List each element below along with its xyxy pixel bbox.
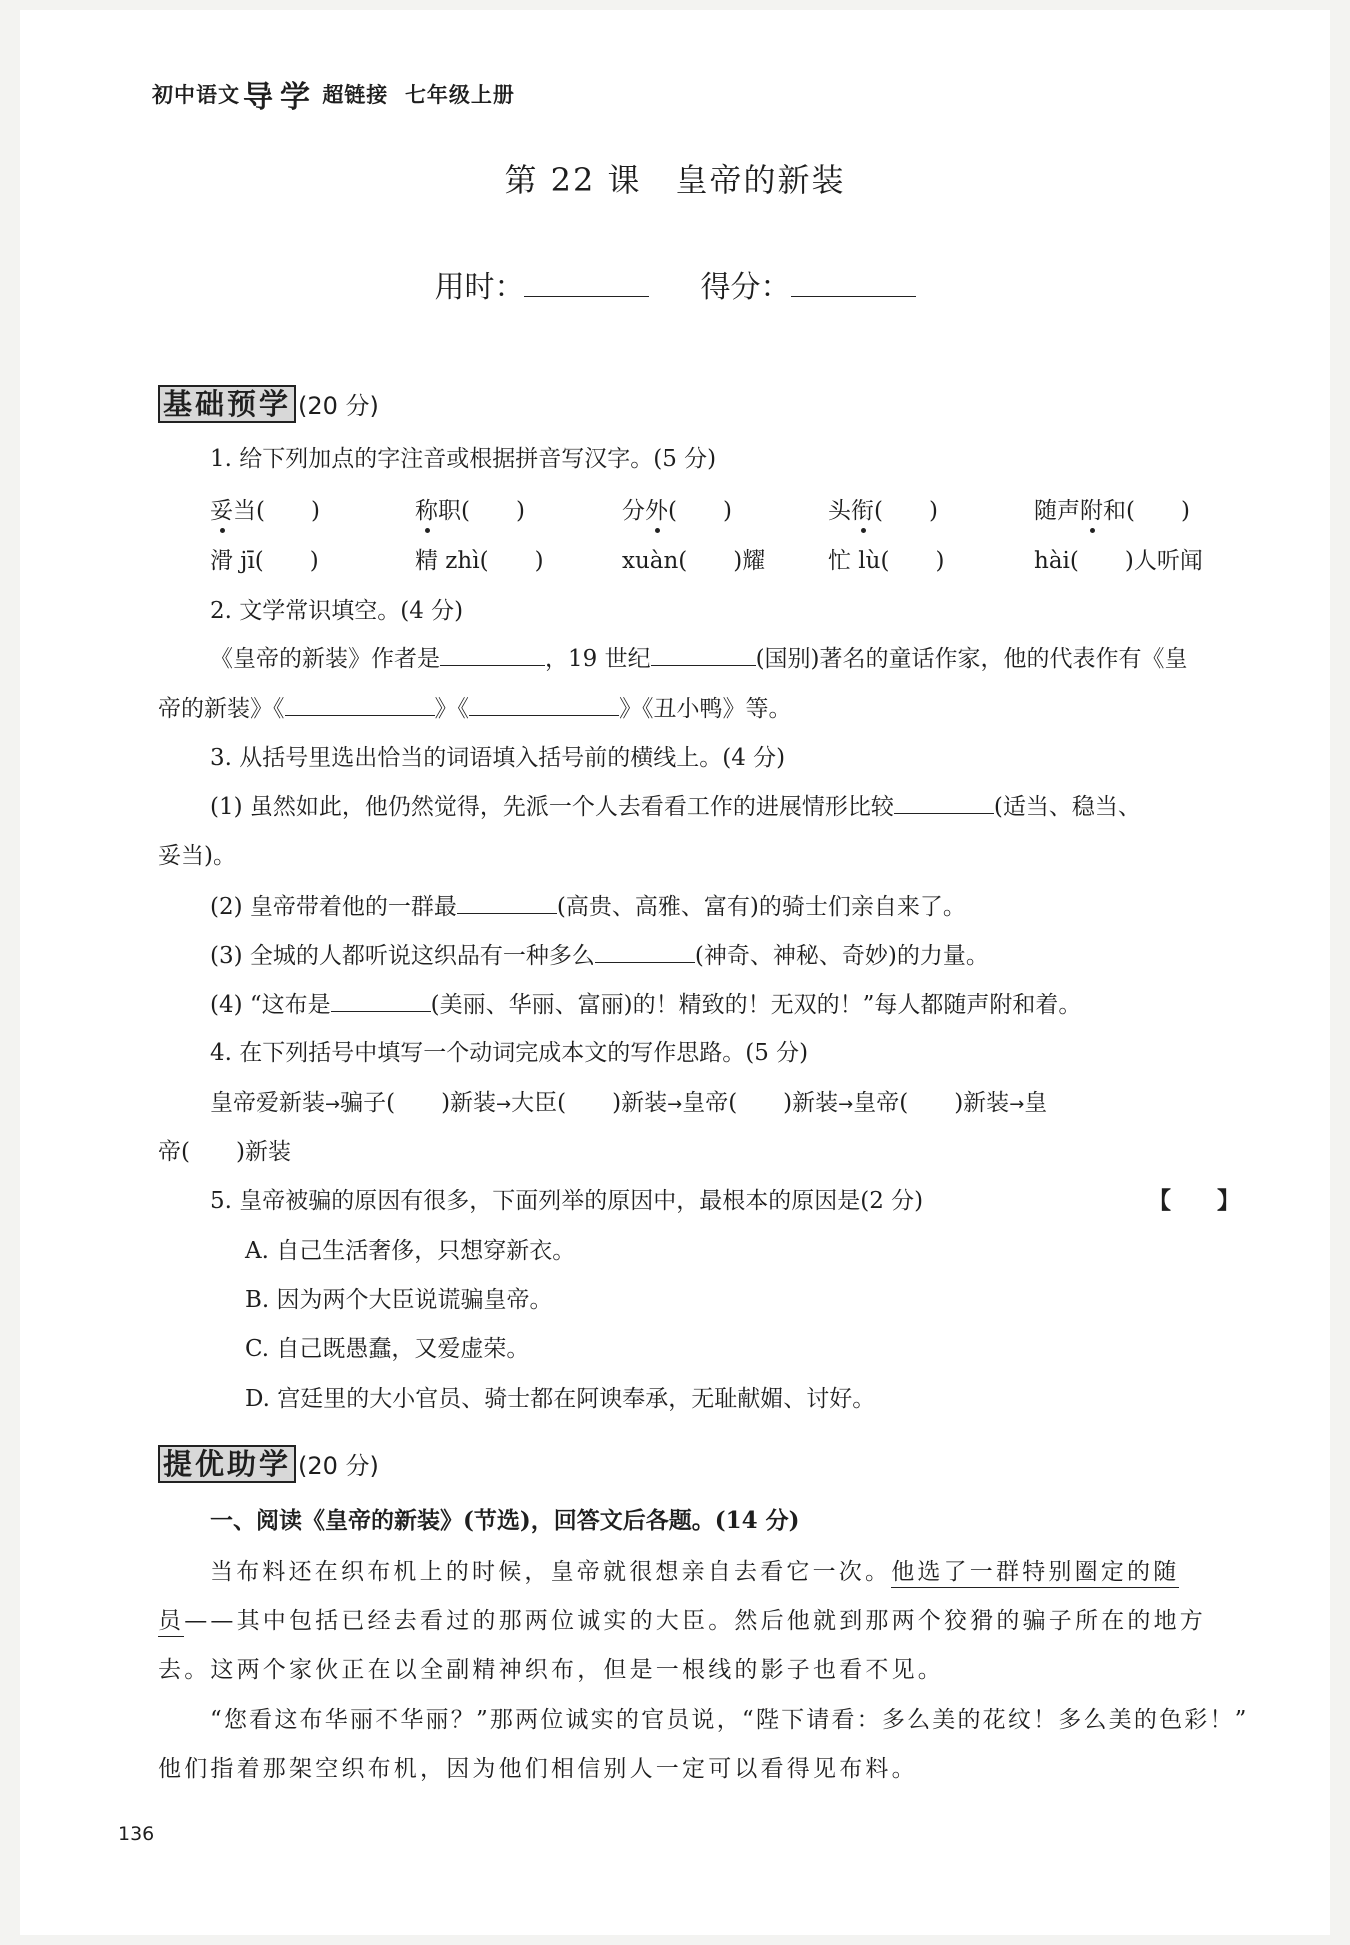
q2-blank-work-2[interactable] <box>469 692 619 716</box>
q1-item-10: hài( )人听闻 <box>1034 548 1203 574</box>
q2-stem: 2. 文学常识填空。(4 分) <box>210 598 464 624</box>
dotted-char: 妥 <box>210 498 233 524</box>
q1-item-2: 称职( ) <box>415 498 525 524</box>
dotted-char: 附 <box>1080 498 1103 524</box>
q5-option-a[interactable]: A. 自己生活奢侈，只想穿新衣。 <box>245 1238 576 1264</box>
q1-item-4: 头衔( ) <box>828 498 938 524</box>
time-label: 用时： <box>434 270 525 305</box>
header-big-xue: 学 <box>277 72 314 116</box>
reading-p1-line-2: 员——其中包括已经去看过的那两位诚实的大臣。然后他就到那两个狡猾的骗子所在的地方 <box>158 1605 1206 1637</box>
section2-title: 提优助学 <box>158 1445 296 1483</box>
q1-stem: 1. 给下列加点的字注音或根据拼音写汉字。(5 分) <box>210 446 717 472</box>
q5-option-d[interactable]: D. 宫廷里的大小官员、骑士都在阿谀奉承，无耻献媚、讨好。 <box>245 1386 876 1412</box>
arrow-right-icon: → <box>1009 1094 1025 1115</box>
header-subject: 初中语文 <box>152 83 240 107</box>
q2-blank-author[interactable] <box>440 642 545 666</box>
q3-sentence-3: (3) 全城的人都听说这织品有一种多么 (神奇、神秘、奇妙)的力量。 <box>210 939 989 972</box>
q1-item-1: 妥当( ) <box>210 498 320 524</box>
dotted-char: 衔 <box>851 498 874 524</box>
q3-sentence-2: (2) 皇帝带着他的一群最 (高贵、高雅、富有)的骑士们亲自来了。 <box>210 890 966 923</box>
arrow-right-icon: → <box>838 1094 854 1115</box>
q3-stem: 3. 从括号里选出恰当的词语填入括号前的横线上。(4 分) <box>210 745 786 771</box>
q3-sentence-1: (1) 虽然如此，他仍然觉得，先派一个人去看看工作的进展情形比较 (适当、稳当、 <box>210 790 1141 823</box>
header-grade: 七年级上册 <box>404 83 515 107</box>
q3-sentence-4: (4) “这布是 (美丽、华丽、富丽)的！精致的！无双的！”每人都随声附和着。 <box>210 988 1081 1021</box>
q2-blank-work-1[interactable] <box>285 692 435 716</box>
underlined-sentence-end: 员 <box>158 1608 184 1637</box>
arrow-right-icon: → <box>496 1094 512 1115</box>
score-label: 得分： <box>700 270 791 305</box>
q4-flow-line-1: 皇帝爱新装→骗子( )新装→大臣( )新装→皇帝( )新装→皇帝( )新装→皇 <box>210 1090 1048 1116</box>
reading-p2-line-2: 他们指着那架空织布机，因为他们相信别人一定可以看得见布料。 <box>158 1756 918 1782</box>
q5-stem: 5. 皇帝被骗的原因有很多，下面列举的原因中，最根本的原因是(2 分) <box>210 1188 924 1214</box>
section2-points: (20 分) <box>298 1452 379 1480</box>
section1-points: (20 分) <box>298 392 379 420</box>
q3-blank-3[interactable] <box>595 939 695 963</box>
reading-p1-line-3: 去。这两个家伙正在以全副精神织布，但是一根线的影子也看不见。 <box>158 1657 944 1683</box>
q3-blank-4[interactable] <box>331 988 431 1012</box>
section1-title: 基础预学 <box>158 385 296 423</box>
q1-item-6: 滑 jī( ) <box>210 548 319 574</box>
q5-option-c[interactable]: C. 自己既愚蠢，又爱虚荣。 <box>245 1336 530 1362</box>
score-blank[interactable] <box>791 266 916 297</box>
q1-item-5: 随声附和( ) <box>1034 498 1190 524</box>
reading-stem: 一、阅读《皇帝的新装》(节选)，回答文后各题。(14 分) <box>210 1507 800 1534</box>
reading-p1-line-1: 当布料还在织布机上的时候，皇帝就很想亲自去看它一次。他选了一群特别圈定的随 <box>210 1556 1179 1588</box>
arrow-right-icon: → <box>325 1094 341 1115</box>
lesson-title: 第 22 课 皇帝的新装 <box>504 161 846 199</box>
q4-stem: 4. 在下列括号中填写一个动词完成本文的写作思路。(5 分) <box>210 1040 809 1066</box>
q1-item-3: 分外( ) <box>622 498 732 524</box>
q2-line-2: 帝的新装》《 》《 》《丑小鸭》等。 <box>158 692 792 725</box>
q3-sentence-1-cont: 妥当)。 <box>158 843 236 869</box>
section-tiyou-zhuxue <box>158 1445 379 1483</box>
q2-blank-country[interactable] <box>651 642 756 666</box>
header-brand: 超链接 <box>322 83 389 107</box>
header-big-dao: 导 <box>240 72 277 116</box>
q2-line-1: 《皇帝的新装》作者是 ，19 世纪 (国别)著名的童话作家，他的代表作有《皇 <box>210 642 1188 675</box>
dotted-char: 称 <box>415 498 438 524</box>
underlined-sentence: 他选了一群特别圈定的随 <box>891 1559 1179 1588</box>
q5-answer-bracket[interactable]: 【 】 <box>1148 1188 1240 1214</box>
q1-item-8: xuàn( )耀 <box>622 548 766 574</box>
time-blank[interactable] <box>524 266 649 297</box>
section-jichu-yuxue <box>158 385 379 423</box>
page-number: 136 <box>118 1823 155 1845</box>
q5-option-b[interactable]: B. 因为两个大臣说谎骗皇帝。 <box>245 1287 553 1313</box>
arrow-right-icon: → <box>667 1094 683 1115</box>
q4-flow-line-2: 帝( )新装 <box>158 1139 291 1165</box>
q3-blank-1[interactable] <box>894 790 994 814</box>
q3-blank-2[interactable] <box>457 890 557 914</box>
time-score-line <box>0 262 1350 306</box>
q1-item-7: 精 zhì( ) <box>415 548 544 574</box>
q1-item-9: 忙 lù( ) <box>828 548 945 574</box>
dotted-char: 外 <box>645 498 668 524</box>
book-header <box>152 72 515 116</box>
reading-p2-line-1: “您看这布华丽不华丽？”那两位诚实的官员说，“陛下请看：多么美的花纹！多么美的色彩！” <box>210 1707 1249 1733</box>
